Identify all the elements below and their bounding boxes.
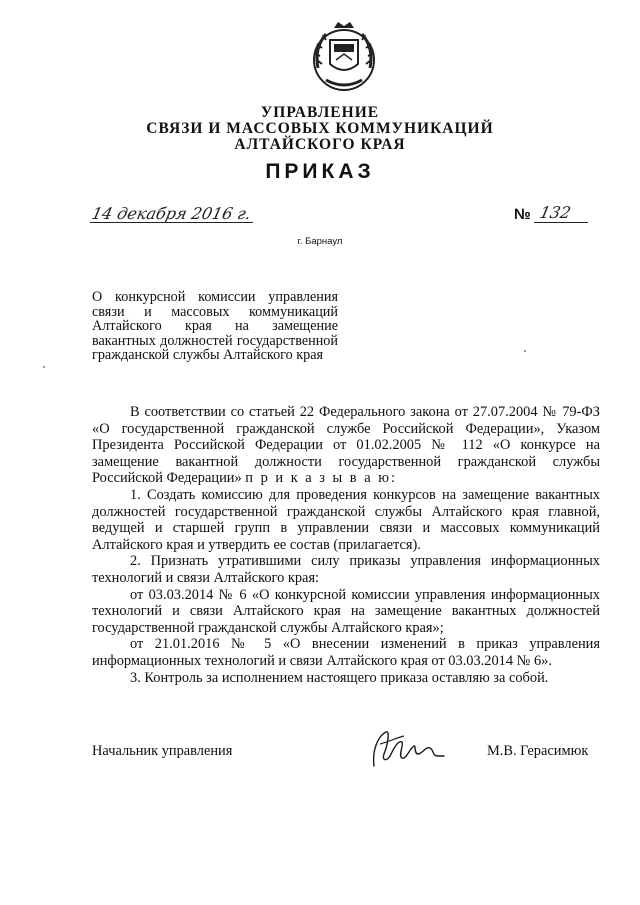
date-underline	[90, 222, 253, 223]
document-type-title: ПРИКАЗ	[265, 160, 375, 183]
city-label: г. Барнаул	[297, 236, 343, 247]
order-number: 132	[537, 203, 573, 222]
item-1: 1. Создать комиссию для проведения конкурсов на замещение вакантных должностей государственной гражданской службы Алтайского края главной, ведущей и старшей групп в управлении связи и массовых коммуникаций Алтайского края и утвердить ее состав (прилагается).	[92, 486, 600, 553]
org-name-line-3: АЛТАЙСКОГО КРАЯ	[234, 136, 406, 153]
order-date: 14 декабря 2016 г.	[89, 204, 253, 223]
signatory-position: Начальник управления	[92, 743, 233, 759]
order-body	[92, 404, 600, 686]
item-2a: от 03.03.2014 № 6 «О конкурсной комиссии управления информационных технологий и связи Алтайского края на замещение вакантных должностей государственной гражданской службы Алтайского края»;	[92, 586, 600, 636]
org-name-line-1: УПРАВЛЕНИЕ	[260, 104, 380, 121]
item-2: 2. Признать утратившими силу приказы управления информационных технологий и связи Алтайского края:	[92, 553, 600, 586]
signatory-name: М.В. Герасимюк	[487, 743, 589, 759]
item-2b: от 21.01.2016 № 5 «О внесении изменений в приказ управления информационных технологий и связи Алтайского края от 03.03.2014 № 6».	[92, 636, 600, 669]
org-name-line-2: СВЯЗИ И МАССОВЫХ КОММУНИКАЦИЙ	[146, 120, 494, 137]
scan-speck	[43, 366, 45, 368]
coat-of-arms-emblem	[304, 18, 384, 98]
intro-paragraph	[92, 404, 600, 487]
intro-text: В соответствии со статьей 22 Федерального закона от 27.07.2004 № 79-ФЗ «О государственной гражданской службе Российской Федерации», Указом Президента Российской Федерации от 01.02.2005 № 112 «О конкурсе на замещение вакантной должности государственной гражданской службы Российской Федерации»	[92, 404, 600, 487]
handwritten-signature	[368, 726, 446, 774]
number-label: №	[514, 206, 531, 223]
order-subject: О конкурсной комиссии управления связи и массовых коммуникаций Алтайского края на замещение вакантных должностей государственной гражданской службы Алтайского края	[92, 289, 338, 363]
item-3: 3. Контроль за исполнением настоящего приказа оставляю за собой.	[130, 669, 549, 686]
scan-speck	[524, 350, 526, 352]
number-underline	[534, 222, 588, 223]
order-word: п р и к а з ы в а ю:	[245, 470, 397, 487]
